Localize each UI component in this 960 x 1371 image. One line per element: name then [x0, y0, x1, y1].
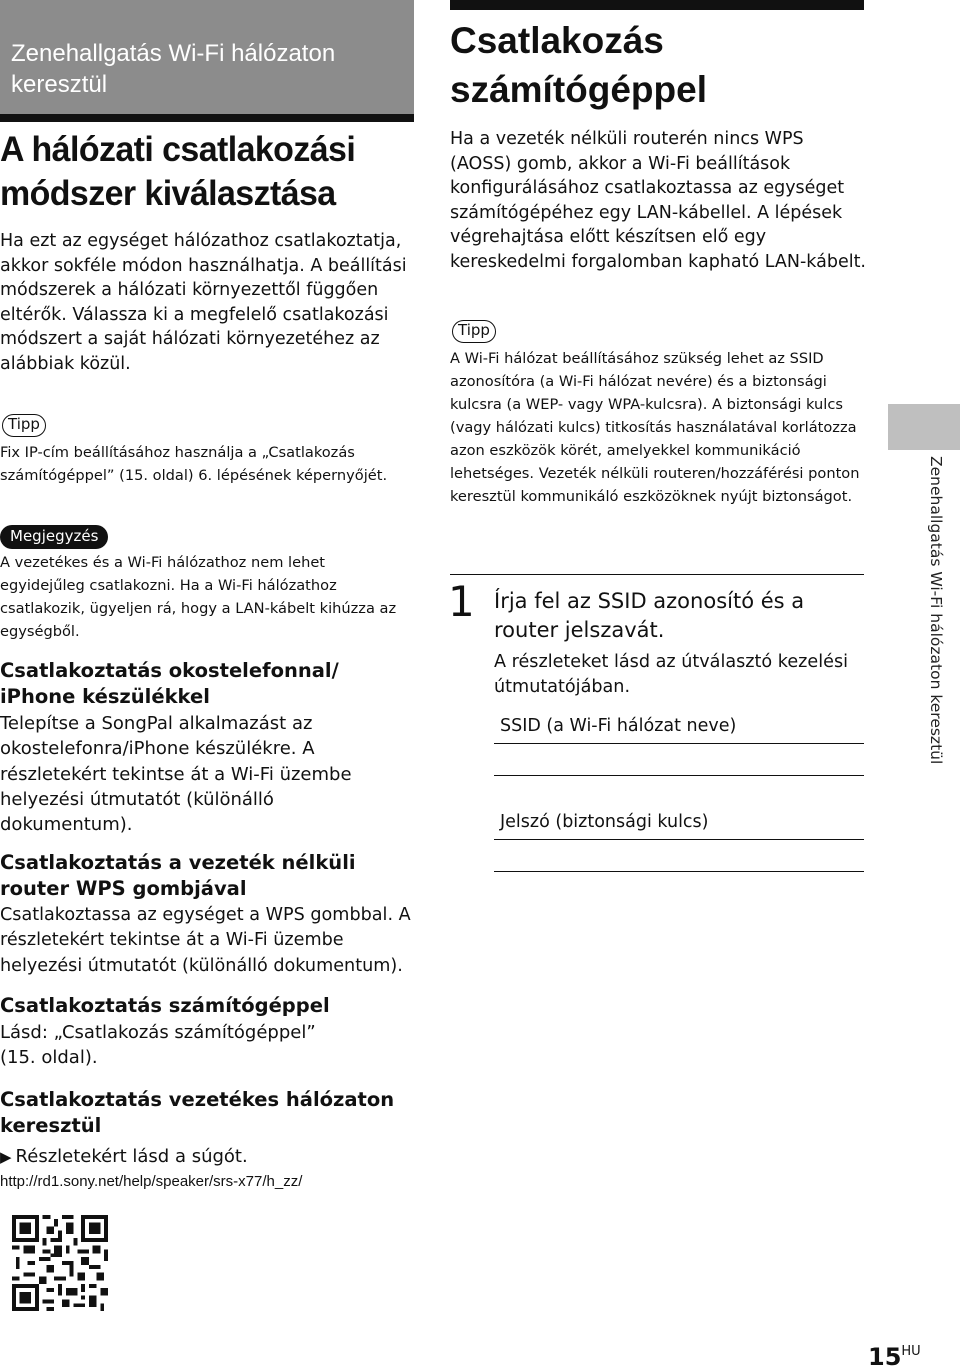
password-write-line — [494, 839, 864, 840]
method-heading: Csatlakoztatás okostelefonnal/ iPhone készülékkel — [0, 659, 339, 708]
method-heading: Csatlakoztatás a vezeték nélküli router WPS gombjával — [0, 851, 356, 900]
password-write-line — [494, 871, 864, 872]
method-heading: Csatlakoztatás számítógéppel — [0, 994, 330, 1017]
method-smartphone — [0, 658, 400, 837]
side-tab-label: Zenehallgatás Wi-Fi hálózaton keresztül — [927, 456, 945, 765]
help-url-link[interactable]: http://rd1.sony.net/help/speaker/srs-x77/h_zz/ — [0, 1173, 303, 1190]
tip-text: Fix IP-cím beállításához használja a „Csatlakozás számítógéppel” (15. oldal) 6. lépésének képernyőjét. — [0, 444, 388, 484]
side-tab-marker — [888, 404, 960, 450]
tip-text: A Wi-Fi hálózat beállításához szükség lehet az SSID azonosítóra (a Wi-Fi hálózat nevére) és a biztonsági kulcsra (a WEP- vagy WPA-kulcsra). A biztonsági kulcs (vagy hálózati kulcs) titkosítás használatával korlátozza azon eszközök körét, amelyekkel kommunikáció lehetséges. Vezeték nélküli routeren/hozzáférési ponton keresztül kommunikáló eszközöknek nyújt biztonságot. — [450, 350, 860, 505]
method-heading: Csatlakoztatás vezetékes hálózaton keresztül — [0, 1088, 395, 1137]
method-line — [0, 1145, 410, 1169]
right-section-title: Csatlakozás számítógéppel — [450, 20, 707, 110]
right-intro: Ha a vezeték nélküli routerén nincs WPS (AOSS) gomb, akkor a Wi-Fi beállítások konfigurálásához csatlakoztassa az egységet számítógépéhez egy LAN-kábellel. A lépések végrehajtása előtt készítsen elő egy kereskedelmi forgalomban kapható LAN-kábelt. — [450, 129, 866, 272]
method-text: Részletekért lásd a súgót. — [15, 1146, 248, 1167]
step-title: Írja fel az SSID azonosító és a router jelszavát. — [494, 589, 805, 642]
ssid-field-label: SSID (a Wi-Fi hálózat neve) — [500, 716, 737, 736]
language-code: HU — [901, 1344, 921, 1359]
step-text: A részleteket lásd az útválasztó kezelési útmutatójában. — [494, 652, 848, 698]
play-arrow-icon: ▶ — [0, 1148, 12, 1166]
note-text: A vezetékes és a Wi-Fi hálózathoz nem lehet egyidejűleg csatlakozni. Ha a Wi-Fi hálózathoz csatlakozik, ügyeljen rá, hogy a LAN-kábelt kihúzza az egységből. — [0, 554, 397, 640]
page-title: A hálózati csatlakozási módszer kiválasztása — [0, 130, 356, 213]
tip-badge: Tipp — [2, 414, 46, 437]
section-header-text: Zenehallgatás Wi-Fi hálózaton keresztül — [11, 40, 336, 98]
ssid-write-line — [494, 743, 864, 744]
section-header — [0, 0, 414, 122]
method-computer — [0, 993, 400, 1071]
method-text: Csatlakoztassa az egységet a WPS gombbal. A részletekért tekintse át a Wi-Fi üzembe helyezési útmutatót (különálló dokumentum). — [0, 905, 411, 976]
divider — [450, 574, 864, 575]
note-badge: Megjegyzés — [0, 525, 108, 549]
method-text: Lásd: „Csatlakozás számítógéppel” (15. oldal). — [0, 1022, 316, 1069]
method-text: Telepítse a SongPal alkalmazást az okostelefonra/iPhone készülékre. A részletekért tekintse át a Wi-Fi üzembe helyezési útmutatót (különálló dokumentum). — [0, 713, 352, 836]
ssid-write-line — [494, 775, 864, 776]
method-wired — [0, 1087, 410, 1193]
qr-code — [12, 1215, 108, 1311]
page-number: $15^{HU}$ — [868, 1343, 921, 1371]
password-field-label: Jelszó (biztonsági kulcs) — [500, 812, 709, 832]
intro-text: Ha ezt az egységet hálózathoz csatlakoztatja, akkor sokféle módon használhatja. A beállítási módszerek a hálózati környezettől függően eltérők. Válassza ki a megfelelő csatlakozási módszert a saját hálózati környezetéhez az alábbiak közül. — [0, 231, 407, 374]
method-wps — [0, 850, 420, 979]
step-number: 1 — [448, 577, 475, 626]
tip-badge: Tipp — [452, 320, 496, 343]
right-top-rule — [450, 0, 864, 10]
